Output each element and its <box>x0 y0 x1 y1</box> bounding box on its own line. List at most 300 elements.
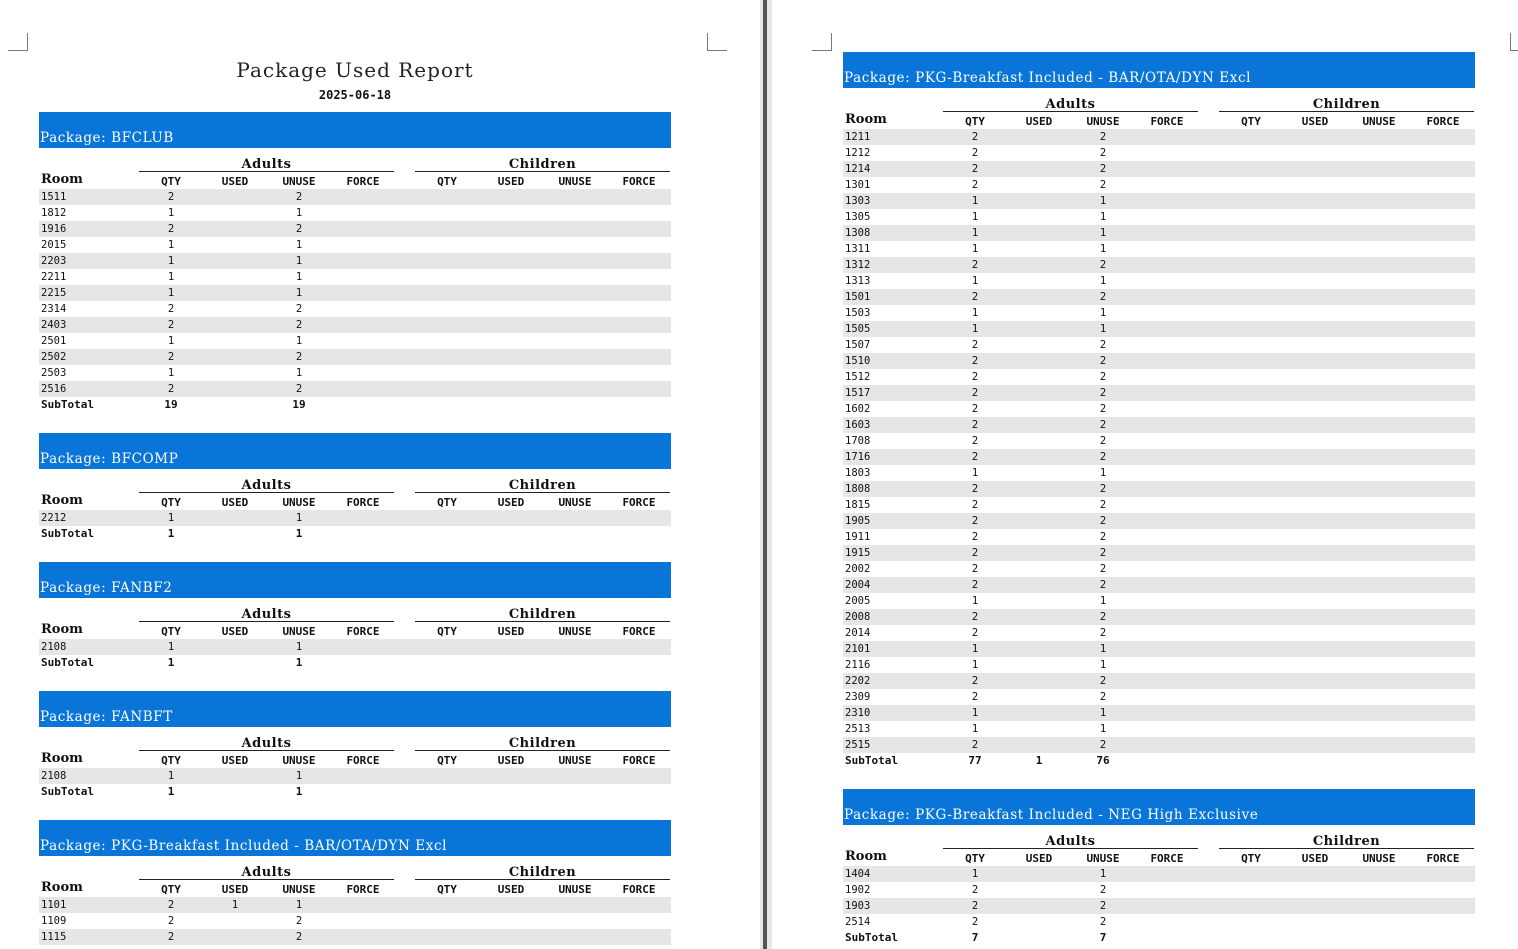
adults-unuse: 2 <box>295 191 303 203</box>
adults-qty: 2 <box>971 435 979 447</box>
table-row <box>843 705 1475 721</box>
adults-qty: 2 <box>971 579 979 591</box>
room-number: 2314 <box>41 303 67 315</box>
table-row <box>843 145 1475 161</box>
adults-unuse: 1 <box>1099 659 1107 671</box>
subtotal-unuse: 76 <box>1096 754 1110 767</box>
room-number: 2108 <box>41 641 67 653</box>
subtotal-unuse: 1 <box>295 656 303 669</box>
adults-qty: 1 <box>971 323 979 335</box>
table-row <box>843 177 1475 193</box>
adults-used-header: USED <box>221 754 249 767</box>
room-number: 1902 <box>845 884 871 896</box>
adults-qty: 2 <box>971 131 979 143</box>
adults-unuse: 2 <box>1099 371 1107 383</box>
adults-qty: 1 <box>971 643 979 655</box>
subtotal-row <box>843 753 1475 769</box>
room-number: 2502 <box>41 351 67 363</box>
table-row <box>39 285 671 301</box>
adults-qty-header: QTY <box>161 883 181 896</box>
subtotal-label: SubTotal <box>845 931 898 944</box>
table-row <box>843 273 1475 289</box>
table-row <box>843 305 1475 321</box>
package-section <box>39 691 671 800</box>
subtotal-label: SubTotal <box>41 785 94 798</box>
table-row <box>843 914 1475 930</box>
adults-qty: 2 <box>167 915 175 927</box>
subtotal-row <box>39 784 671 800</box>
page-corner-mark <box>812 33 832 51</box>
column-group-header <box>843 98 1475 113</box>
children-qty-header: QTY <box>1241 115 1261 128</box>
subtotal-row <box>39 655 671 671</box>
table-row <box>843 193 1475 209</box>
room-number: 1501 <box>845 291 871 303</box>
adults-qty: 1 <box>971 467 979 479</box>
adults-unuse: 1 <box>1099 467 1107 479</box>
adults-unuse: 2 <box>1099 339 1107 351</box>
room-number: 2309 <box>845 691 871 703</box>
adults-unuse: 2 <box>1099 291 1107 303</box>
room-number: 2203 <box>41 255 67 267</box>
adults-unuse: 1 <box>1099 868 1107 880</box>
children-group-label: Children <box>415 479 670 493</box>
children-qty-header: QTY <box>1241 852 1261 865</box>
adults-qty: 2 <box>971 611 979 623</box>
table-row <box>843 898 1475 914</box>
table-row <box>843 625 1475 641</box>
adults-qty: 2 <box>971 739 979 751</box>
adults-unuse: 1 <box>1099 275 1107 287</box>
adults-qty: 2 <box>167 319 175 331</box>
table-header <box>39 881 671 897</box>
adults-unuse-header: UNUSE <box>1086 852 1120 865</box>
adults-unuse: 1 <box>295 335 303 347</box>
children-force-header: FORCE <box>1426 852 1460 865</box>
room-number: 2515 <box>845 739 871 751</box>
subtotal-unuse: 19 <box>292 398 306 411</box>
adults-force-header: FORCE <box>1150 852 1184 865</box>
room-number: 1905 <box>845 515 871 527</box>
room-column-header: Room <box>41 751 83 766</box>
adults-force-header: FORCE <box>346 625 380 638</box>
package-section <box>843 789 1475 946</box>
column-group-header <box>39 158 671 173</box>
adults-force-header: FORCE <box>1150 115 1184 128</box>
room-column-header: Room <box>41 880 83 895</box>
adults-qty: 1 <box>971 723 979 735</box>
subtotal-qty: 19 <box>164 398 178 411</box>
table-row <box>843 737 1475 753</box>
adults-group-label: Adults <box>139 158 394 172</box>
children-group-label: Children <box>415 608 670 622</box>
room-number: 1716 <box>845 451 871 463</box>
table-row <box>843 129 1475 145</box>
room-number: 1212 <box>845 147 871 159</box>
children-force-header: FORCE <box>1426 115 1460 128</box>
adults-qty: 2 <box>971 403 979 415</box>
table-row <box>843 241 1475 257</box>
subtotal-row <box>39 397 671 413</box>
adults-qty: 1 <box>167 335 175 347</box>
adults-unuse: 2 <box>1099 916 1107 928</box>
package-banner: Package: BFCOMP <box>39 433 671 469</box>
subtotal-unuse: 7 <box>1099 931 1107 944</box>
children-group-label: Children <box>1219 835 1474 849</box>
adults-qty: 2 <box>971 675 979 687</box>
table-row <box>843 209 1475 225</box>
page-corner-mark <box>8 33 28 51</box>
adults-unuse: 1 <box>1099 307 1107 319</box>
table-row <box>843 481 1475 497</box>
table-row <box>39 301 671 317</box>
report-page-right <box>772 0 1518 949</box>
adults-qty: 2 <box>971 259 979 271</box>
adults-unuse: 2 <box>1099 451 1107 463</box>
room-number: 2014 <box>845 627 871 639</box>
table-row <box>843 257 1475 273</box>
report-title: Package Used Report <box>236 58 474 82</box>
adults-unuse: 2 <box>1099 179 1107 191</box>
adults-qty: 2 <box>167 303 175 315</box>
room-number: 1109 <box>41 915 67 927</box>
table-header <box>39 752 671 768</box>
room-number: 1511 <box>41 191 67 203</box>
adults-used-header: USED <box>221 625 249 638</box>
adults-unuse: 1 <box>295 255 303 267</box>
adults-qty: 2 <box>971 900 979 912</box>
adults-unuse: 1 <box>1099 707 1107 719</box>
adults-qty: 2 <box>971 387 979 399</box>
adults-unuse: 1 <box>295 271 303 283</box>
table-row <box>39 913 671 929</box>
package-banner: Package: BFCLUB <box>39 112 671 148</box>
children-unuse-header: UNUSE <box>1362 115 1396 128</box>
package-section <box>39 112 671 413</box>
room-number: 1911 <box>845 531 871 543</box>
children-unuse-header: UNUSE <box>558 883 592 896</box>
adults-qty: 2 <box>971 163 979 175</box>
subtotal-unuse: 1 <box>295 785 303 798</box>
adults-unuse: 2 <box>1099 691 1107 703</box>
report-date: 2025-06-18 <box>318 88 392 102</box>
adults-used-header: USED <box>221 175 249 188</box>
adults-qty: 2 <box>971 147 979 159</box>
adults-unuse: 2 <box>1099 499 1107 511</box>
adults-unuse: 1 <box>1099 195 1107 207</box>
table-header <box>843 850 1475 866</box>
children-unuse-header: UNUSE <box>1362 852 1396 865</box>
adults-unuse: 2 <box>295 223 303 235</box>
adults-unuse: 2 <box>295 319 303 331</box>
adults-qty-header: QTY <box>161 175 181 188</box>
children-unuse-header: UNUSE <box>558 496 592 509</box>
package-banner: Package: PKG-Breakfast Included - BAR/OTA/DYN Excl <box>39 820 671 856</box>
adults-qty: 1 <box>971 307 979 319</box>
children-used-header: USED <box>1301 852 1329 865</box>
adults-used-header: USED <box>221 496 249 509</box>
adults-unuse: 2 <box>1099 900 1107 912</box>
adults-unuse: 2 <box>1099 147 1107 159</box>
adults-unuse: 2 <box>1099 563 1107 575</box>
adults-qty: 2 <box>971 179 979 191</box>
adults-unuse: 2 <box>1099 739 1107 751</box>
adults-qty: 2 <box>971 355 979 367</box>
room-number: 1602 <box>845 403 871 415</box>
package-banner: Package: PKG-Breakfast Included - NEG High Exclusive <box>843 789 1475 825</box>
table-row <box>39 205 671 221</box>
adults-group-label: Adults <box>943 835 1198 849</box>
subtotal-qty: 77 <box>968 754 982 767</box>
table-row <box>39 897 671 913</box>
adults-unuse: 1 <box>1099 595 1107 607</box>
subtotal-qty: 7 <box>971 931 979 944</box>
adults-qty: 1 <box>971 868 979 880</box>
adults-qty: 2 <box>167 223 175 235</box>
adults-qty: 2 <box>167 351 175 363</box>
adults-qty: 2 <box>971 627 979 639</box>
adults-unuse: 2 <box>295 303 303 315</box>
package-section <box>39 820 671 945</box>
adults-qty: 2 <box>167 899 175 911</box>
adults-qty: 1 <box>971 211 979 223</box>
table-row <box>843 401 1475 417</box>
room-number: 2403 <box>41 319 67 331</box>
table-row <box>39 221 671 237</box>
adults-unuse: 1 <box>1099 643 1107 655</box>
package-banner: Package: PKG-Breakfast Included - BAR/OTA/DYN Excl <box>843 52 1475 88</box>
subtotal-row <box>39 526 671 542</box>
table-row <box>39 333 671 349</box>
adults-qty: 2 <box>971 339 979 351</box>
room-number: 1916 <box>41 223 67 235</box>
adults-used-header: USED <box>1025 115 1053 128</box>
table-row <box>843 882 1475 898</box>
room-number: 2004 <box>845 579 871 591</box>
children-used-header: USED <box>497 175 525 188</box>
room-number: 1303 <box>845 195 871 207</box>
adults-unuse: 2 <box>1099 435 1107 447</box>
table-row <box>39 639 671 655</box>
table-row <box>843 417 1475 433</box>
room-number: 2002 <box>845 563 871 575</box>
adults-qty: 1 <box>971 195 979 207</box>
room-number: 1211 <box>845 131 871 143</box>
adults-qty: 1 <box>971 275 979 287</box>
package-section <box>843 52 1475 769</box>
adults-unuse: 1 <box>295 239 303 251</box>
children-used-header: USED <box>497 625 525 638</box>
adults-unuse: 2 <box>1099 579 1107 591</box>
adults-qty: 1 <box>971 707 979 719</box>
adults-qty: 2 <box>971 884 979 896</box>
adults-unuse-header: UNUSE <box>282 175 316 188</box>
table-row <box>843 545 1475 561</box>
room-number: 1214 <box>845 163 871 175</box>
package-section <box>39 562 671 671</box>
room-number: 1510 <box>845 355 871 367</box>
adults-qty: 1 <box>167 770 175 782</box>
room-number: 1812 <box>41 207 67 219</box>
table-row <box>843 641 1475 657</box>
adults-unuse: 2 <box>295 351 303 363</box>
adults-unuse: 1 <box>295 207 303 219</box>
table-row <box>843 225 1475 241</box>
table-row <box>39 253 671 269</box>
column-group-header <box>39 866 671 881</box>
adults-qty: 2 <box>971 419 979 431</box>
adults-unuse-header: UNUSE <box>282 496 316 509</box>
room-number: 1512 <box>845 371 871 383</box>
room-number: 1603 <box>845 419 871 431</box>
room-number: 2212 <box>41 512 67 524</box>
adults-qty: 2 <box>167 191 175 203</box>
room-column-header: Room <box>845 112 887 127</box>
table-row <box>39 349 671 365</box>
page-corner-mark <box>1510 33 1518 51</box>
room-column-header: Room <box>41 493 83 508</box>
table-row <box>843 161 1475 177</box>
room-number: 1503 <box>845 307 871 319</box>
room-number: 1507 <box>845 339 871 351</box>
table-row <box>843 513 1475 529</box>
room-number: 2211 <box>41 271 67 283</box>
adults-used: 1 <box>231 899 239 911</box>
adults-unuse: 1 <box>1099 323 1107 335</box>
table-row <box>39 768 671 784</box>
room-number: 2503 <box>41 367 67 379</box>
children-qty-header: QTY <box>437 496 457 509</box>
room-number: 1903 <box>845 900 871 912</box>
subtotal-label: SubTotal <box>41 527 94 540</box>
adults-qty-header: QTY <box>965 852 985 865</box>
page-separator <box>760 0 772 949</box>
adults-group-label: Adults <box>139 737 394 751</box>
table-row <box>843 337 1475 353</box>
adults-unuse: 2 <box>1099 611 1107 623</box>
children-used-header: USED <box>1301 115 1329 128</box>
room-number: 1505 <box>845 323 871 335</box>
table-header <box>843 113 1475 129</box>
subtotal-unuse: 1 <box>295 527 303 540</box>
children-group-label: Children <box>415 866 670 880</box>
adults-used-header: USED <box>1025 852 1053 865</box>
room-number: 2514 <box>845 916 871 928</box>
table-row <box>843 497 1475 513</box>
table-row <box>843 369 1475 385</box>
room-number: 2008 <box>845 611 871 623</box>
children-used-header: USED <box>497 883 525 896</box>
adults-unuse-header: UNUSE <box>1086 115 1120 128</box>
table-row <box>39 269 671 285</box>
adults-qty: 2 <box>971 531 979 543</box>
table-row <box>39 510 671 526</box>
table-header <box>39 623 671 639</box>
children-force-header: FORCE <box>622 883 656 896</box>
room-number: 1101 <box>41 899 67 911</box>
children-unuse-header: UNUSE <box>558 175 592 188</box>
package-section <box>39 433 671 542</box>
adults-qty: 1 <box>167 287 175 299</box>
adults-qty: 1 <box>167 367 175 379</box>
subtotal-label: SubTotal <box>41 656 94 669</box>
adults-unuse: 2 <box>1099 419 1107 431</box>
adults-qty: 1 <box>971 243 979 255</box>
adults-qty: 2 <box>971 451 979 463</box>
children-qty-header: QTY <box>437 754 457 767</box>
children-force-header: FORCE <box>622 754 656 767</box>
room-number: 1517 <box>845 387 871 399</box>
adults-unuse: 2 <box>1099 163 1107 175</box>
adults-qty-header: QTY <box>161 754 181 767</box>
children-qty-header: QTY <box>437 883 457 896</box>
adults-qty: 1 <box>167 255 175 267</box>
adults-unuse: 1 <box>1099 211 1107 223</box>
adults-unuse: 1 <box>295 287 303 299</box>
children-qty-header: QTY <box>437 175 457 188</box>
adults-unuse: 1 <box>295 641 303 653</box>
adults-unuse: 1 <box>1099 243 1107 255</box>
adults-unuse: 2 <box>1099 387 1107 399</box>
table-row <box>843 321 1475 337</box>
room-number: 2116 <box>845 659 871 671</box>
table-row <box>843 657 1475 673</box>
left-page-content <box>39 112 671 949</box>
room-number: 1404 <box>845 868 871 880</box>
adults-unuse-header: UNUSE <box>282 625 316 638</box>
children-qty-header: QTY <box>437 625 457 638</box>
adults-unuse: 2 <box>295 915 303 927</box>
room-number: 2501 <box>41 335 67 347</box>
adults-force-header: FORCE <box>346 496 380 509</box>
children-unuse-header: UNUSE <box>558 625 592 638</box>
subtotal-qty: 1 <box>167 785 175 798</box>
adults-unuse: 2 <box>1099 259 1107 271</box>
table-row <box>843 689 1475 705</box>
table-row <box>843 353 1475 369</box>
adults-qty: 1 <box>167 207 175 219</box>
adults-unuse: 2 <box>1099 515 1107 527</box>
adults-unuse: 2 <box>1099 884 1107 896</box>
table-row <box>39 381 671 397</box>
room-number: 2005 <box>845 595 871 607</box>
table-row <box>843 529 1475 545</box>
table-row <box>843 465 1475 481</box>
room-number: 2101 <box>845 643 871 655</box>
adults-unuse: 1 <box>295 367 303 379</box>
adults-force-header: FORCE <box>346 754 380 767</box>
adults-unuse: 1 <box>1099 723 1107 735</box>
adults-qty: 2 <box>971 483 979 495</box>
table-row <box>39 365 671 381</box>
subtotal-used: 1 <box>1035 754 1043 767</box>
column-group-header <box>39 479 671 494</box>
children-force-header: FORCE <box>622 496 656 509</box>
children-used-header: USED <box>497 496 525 509</box>
adults-unuse: 1 <box>295 899 303 911</box>
adults-unuse: 2 <box>1099 483 1107 495</box>
adults-unuse: 1 <box>1099 227 1107 239</box>
adults-unuse: 2 <box>1099 403 1107 415</box>
adults-qty: 1 <box>971 227 979 239</box>
adults-qty: 2 <box>971 499 979 511</box>
table-row <box>843 866 1475 882</box>
adults-qty-header: QTY <box>161 496 181 509</box>
room-number: 2215 <box>41 287 67 299</box>
adults-group-label: Adults <box>139 866 394 880</box>
room-number: 1708 <box>845 435 871 447</box>
table-row <box>843 561 1475 577</box>
